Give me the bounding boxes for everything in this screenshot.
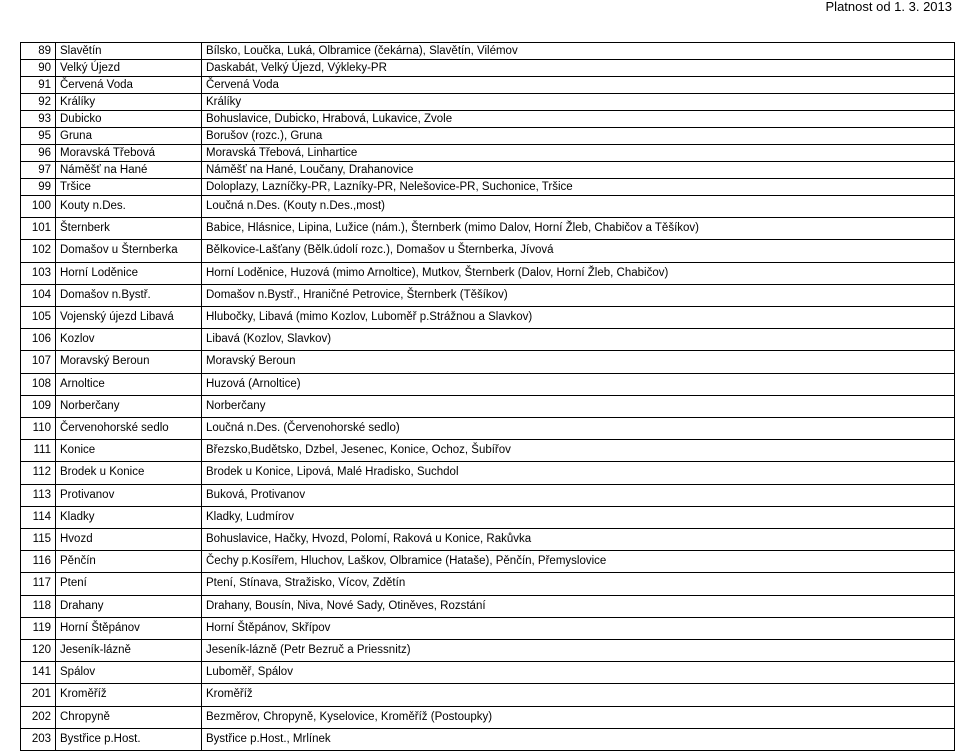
table-row — [21, 440, 955, 462]
zone-number: 107 — [21, 351, 56, 373]
zone-description: Jeseník-lázně (Petr Bezruč a Priessnitz) — [202, 640, 955, 662]
zone-name: Hvozd — [56, 529, 202, 551]
zone-table — [20, 42, 955, 751]
table-row — [21, 262, 955, 284]
zone-description: Loučná n.Des. (Červenohorské sedlo) — [202, 418, 955, 440]
zone-name: Bystřice p.Host. — [56, 728, 202, 750]
zone-number: 108 — [21, 373, 56, 395]
zone-number: 202 — [21, 706, 56, 728]
validity-date: Platnost od 1. 3. 2013 — [825, 0, 952, 14]
table-row — [21, 373, 955, 395]
table-row — [21, 506, 955, 528]
zone-name: Arnoltice — [56, 373, 202, 395]
zone-description: Doloplazy, Lazníčky-PR, Lazníky-PR, Nelešovice-PR, Suchonice, Tršice — [202, 179, 955, 196]
zone-name: Gruna — [56, 128, 202, 145]
table-row — [21, 573, 955, 595]
table-row — [21, 77, 955, 94]
table-row — [21, 662, 955, 684]
table-row — [21, 484, 955, 506]
zone-number: 120 — [21, 640, 56, 662]
zone-name: Kouty n.Des. — [56, 196, 202, 218]
zone-name: Domašov n.Bystř. — [56, 284, 202, 306]
zone-number: 115 — [21, 529, 56, 551]
table-row — [21, 462, 955, 484]
zone-description: Kroměříž — [202, 684, 955, 706]
zone-description: Červená Voda — [202, 77, 955, 94]
zone-name: Horní Štěpánov — [56, 617, 202, 639]
zone-description: Ptení, Stínava, Stražisko, Vícov, Zdětín — [202, 573, 955, 595]
zone-number: 113 — [21, 484, 56, 506]
table-row — [21, 706, 955, 728]
table-row — [21, 529, 955, 551]
zone-description: Moravský Beroun — [202, 351, 955, 373]
zone-number: 101 — [21, 218, 56, 240]
zone-name: Jeseník-lázně — [56, 640, 202, 662]
zone-number: 111 — [21, 440, 56, 462]
zone-description: Domašov n.Bystř., Hraničné Petrovice, Šternberk (Těšíkov) — [202, 284, 955, 306]
table-row — [21, 728, 955, 750]
zone-description: Králíky — [202, 94, 955, 111]
zone-number: 100 — [21, 196, 56, 218]
zone-number: 96 — [21, 145, 56, 162]
zone-name: Králíky — [56, 94, 202, 111]
zone-name: Domašov u Šternberka — [56, 240, 202, 262]
zone-name: Brodek u Konice — [56, 462, 202, 484]
zone-number: 112 — [21, 462, 56, 484]
table-row — [21, 60, 955, 77]
zone-number: 103 — [21, 262, 56, 284]
zone-number: 201 — [21, 684, 56, 706]
zone-name: Spálov — [56, 662, 202, 684]
zone-description: Buková, Protivanov — [202, 484, 955, 506]
zone-description: Huzová (Arnoltice) — [202, 373, 955, 395]
table-row — [21, 551, 955, 573]
table-row — [21, 145, 955, 162]
table-row — [21, 395, 955, 417]
zone-name: Pěnčín — [56, 551, 202, 573]
table-row — [21, 640, 955, 662]
zone-name: Drahany — [56, 595, 202, 617]
zone-number: 91 — [21, 77, 56, 94]
table-row — [21, 284, 955, 306]
zone-number: 105 — [21, 307, 56, 329]
table-row — [21, 94, 955, 111]
zone-description: Bohuslavice, Dubicko, Hrabová, Lukavice, Zvole — [202, 111, 955, 128]
zone-number: 117 — [21, 573, 56, 595]
zone-name: Horní Loděnice — [56, 262, 202, 284]
zone-number: 118 — [21, 595, 56, 617]
zone-description: Babice, Hlásnice, Lipina, Lužice (nám.), Šternberk (mimo Dalov, Horní Žleb, Chabičov a Těšíkov) — [202, 218, 955, 240]
zone-name: Protivanov — [56, 484, 202, 506]
zone-number: 119 — [21, 617, 56, 639]
zone-description: Drahany, Bousín, Niva, Nové Sady, Otiněves, Rozstání — [202, 595, 955, 617]
zone-description: Bílsko, Loučka, Luká, Olbramice (čekárna), Slavětín, Vilémov — [202, 43, 955, 60]
table-row — [21, 329, 955, 351]
zone-number: 104 — [21, 284, 56, 306]
zone-name: Slavětín — [56, 43, 202, 60]
zone-number: 109 — [21, 395, 56, 417]
zone-number: 97 — [21, 162, 56, 179]
zone-table-body — [21, 43, 955, 751]
table-row — [21, 351, 955, 373]
zone-description: Luboměř, Spálov — [202, 662, 955, 684]
zone-description: Bělkovice-Lašťany (Bělk.údolí rozc.), Domašov u Šternberka, Jívová — [202, 240, 955, 262]
zone-number: 141 — [21, 662, 56, 684]
zone-name: Moravský Beroun — [56, 351, 202, 373]
zone-name: Ptení — [56, 573, 202, 595]
zone-description: Bezměrov, Chropyně, Kyselovice, Kroměříž (Postoupky) — [202, 706, 955, 728]
zone-number: 203 — [21, 728, 56, 750]
zone-description: Bohuslavice, Hačky, Hvozd, Polomí, Raková u Konice, Rakůvka — [202, 529, 955, 551]
table-row — [21, 196, 955, 218]
zone-name: Šternberk — [56, 218, 202, 240]
zone-number: 92 — [21, 94, 56, 111]
zone-number: 116 — [21, 551, 56, 573]
zone-name: Kozlov — [56, 329, 202, 351]
zone-description: Bystřice p.Host., Mrlínek — [202, 728, 955, 750]
zone-name: Velký Újezd — [56, 60, 202, 77]
zone-number: 102 — [21, 240, 56, 262]
table-row — [21, 179, 955, 196]
table-row — [21, 43, 955, 60]
zone-description: Brodek u Konice, Lipová, Malé Hradisko, Suchdol — [202, 462, 955, 484]
zone-description: Náměšť na Hané, Loučany, Drahanovice — [202, 162, 955, 179]
zone-number: 95 — [21, 128, 56, 145]
zone-name: Kroměříž — [56, 684, 202, 706]
zone-description: Loučná n.Des. (Kouty n.Des.,most) — [202, 196, 955, 218]
zone-description: Horní Štěpánov, Skřípov — [202, 617, 955, 639]
table-row — [21, 218, 955, 240]
table-row — [21, 111, 955, 128]
zone-name: Dubicko — [56, 111, 202, 128]
zone-description: Březsko,Budětsko, Dzbel, Jesenec, Konice, Ochoz, Šubířov — [202, 440, 955, 462]
table-row — [21, 307, 955, 329]
zone-description: Moravská Třebová, Linhartice — [202, 145, 955, 162]
zone-description: Libavá (Kozlov, Slavkov) — [202, 329, 955, 351]
zone-number: 99 — [21, 179, 56, 196]
zone-name: Červenohorské sedlo — [56, 418, 202, 440]
zone-name: Tršice — [56, 179, 202, 196]
zone-number: 93 — [21, 111, 56, 128]
zone-name: Norberčany — [56, 395, 202, 417]
zone-description: Hlubočky, Libavá (mimo Kozlov, Luboměř p.Strážnou a Slavkov) — [202, 307, 955, 329]
table-row — [21, 595, 955, 617]
table-row — [21, 418, 955, 440]
zone-number: 110 — [21, 418, 56, 440]
zone-name: Konice — [56, 440, 202, 462]
zone-description: Norberčany — [202, 395, 955, 417]
zone-description: Čechy p.Kosířem, Hluchov, Laškov, Olbramice (Hataše), Pěnčín, Přemyslovice — [202, 551, 955, 573]
zone-number: 114 — [21, 506, 56, 528]
zone-name: Vojenský újezd Libavá — [56, 307, 202, 329]
zone-name: Kladky — [56, 506, 202, 528]
zone-number: 89 — [21, 43, 56, 60]
zone-name: Chropyně — [56, 706, 202, 728]
zone-description: Daskabát, Velký Újezd, Výkleky-PR — [202, 60, 955, 77]
table-row — [21, 684, 955, 706]
zone-description: Horní Loděnice, Huzová (mimo Arnoltice), Mutkov, Šternberk (Dalov, Horní Žleb, Chabičov) — [202, 262, 955, 284]
zone-description: Borušov (rozc.), Gruna — [202, 128, 955, 145]
zone-name: Moravská Třebová — [56, 145, 202, 162]
zone-name: Červená Voda — [56, 77, 202, 94]
table-row — [21, 617, 955, 639]
zone-description: Kladky, Ludmírov — [202, 506, 955, 528]
zone-number: 106 — [21, 329, 56, 351]
table-row — [21, 128, 955, 145]
zone-number: 90 — [21, 60, 56, 77]
zone-name: Náměšť na Hané — [56, 162, 202, 179]
table-row — [21, 162, 955, 179]
table-row — [21, 240, 955, 262]
